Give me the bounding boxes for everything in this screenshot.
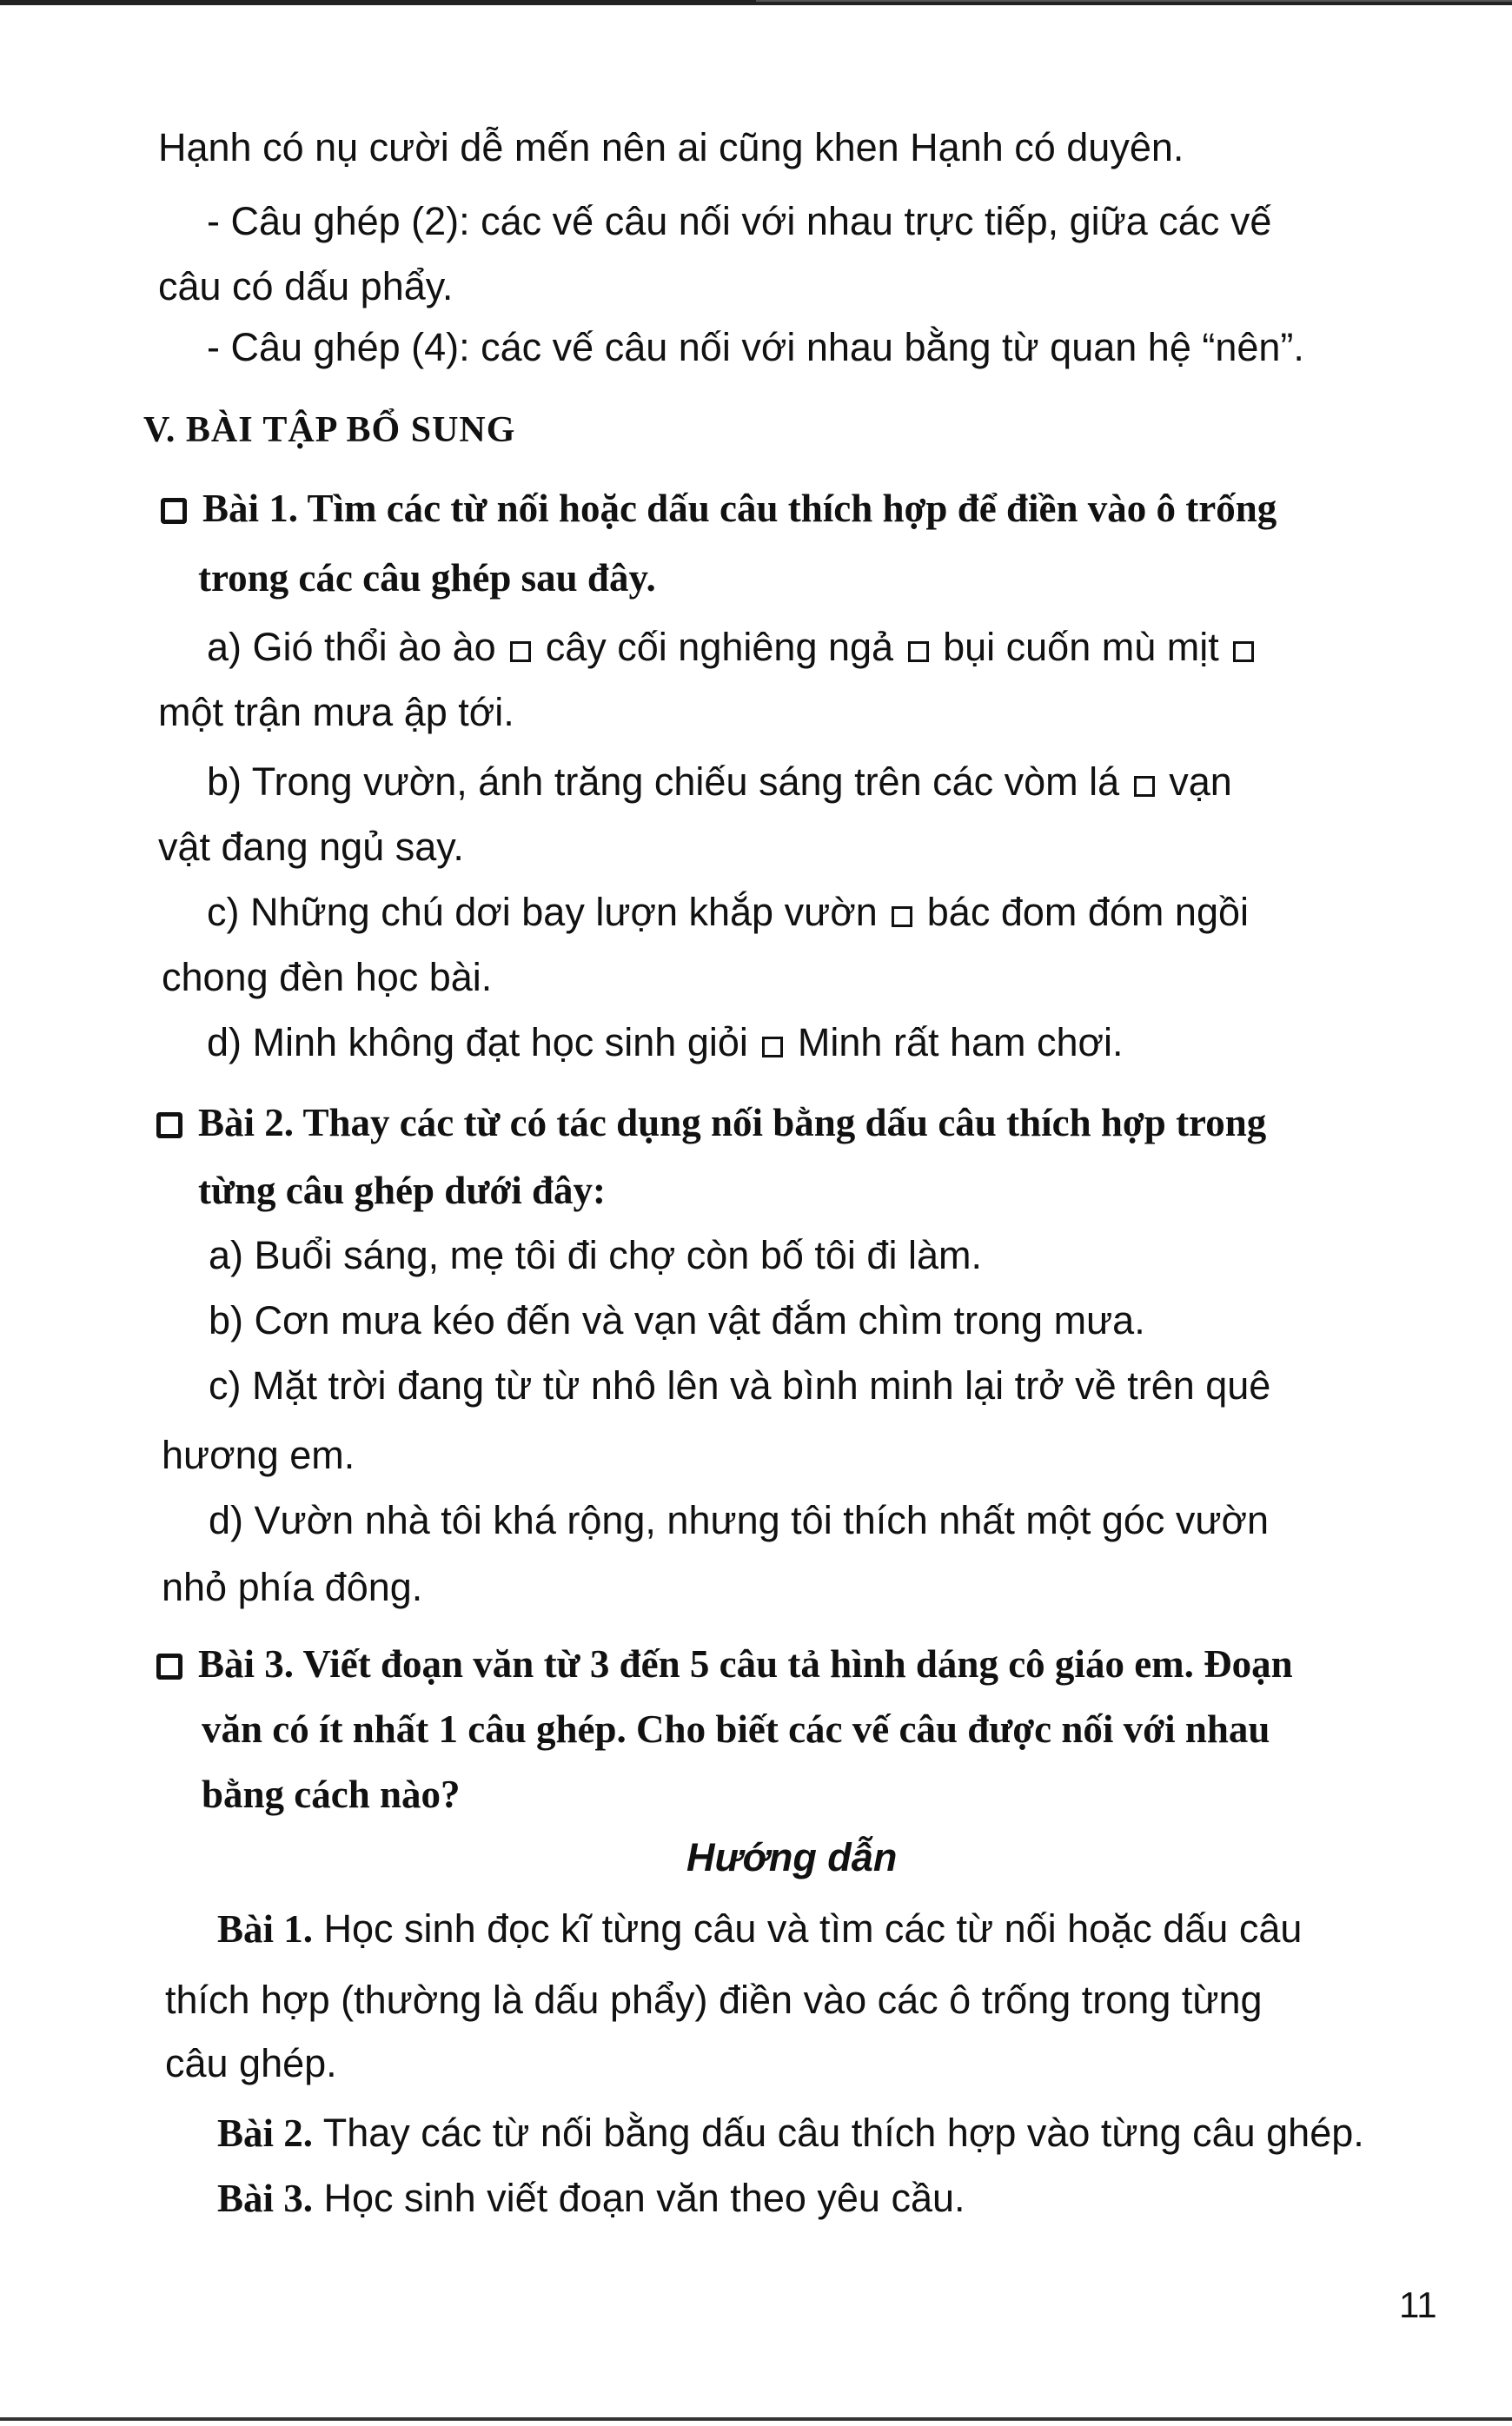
bai1-d-part-1: d) Minh không đạt học sinh giỏi (207, 1020, 748, 1064)
bai2-title-text: Bài 2. Thay các từ có tác dụng nối bằng dấu câu thích hợp trong (198, 1101, 1267, 1144)
bai2-d-line-2: nhỏ phía đông. (162, 1565, 423, 1609)
bai1-c-line-2: chong đèn học bài. (162, 955, 493, 999)
guide-bai2-line (217, 2107, 1364, 2159)
bai3-title-line-1 (156, 1638, 1293, 1690)
blank-box-icon (1134, 776, 1155, 797)
square-bullet-icon (156, 1112, 182, 1138)
guide-heading: Hướng dẫn (686, 1835, 898, 1879)
bottom-border-rule (0, 2417, 1512, 2421)
section-title: V. BÀI TẬP BỔ SUNG (143, 410, 516, 450)
intro-line-2: - Câu ghép (2): các vế câu nối với nhau trực tiếp, giữa các vế (207, 199, 1272, 243)
blank-box-icon (762, 1037, 783, 1057)
bai3-title-line-2: văn có ít nhất 1 câu ghép. Cho biết các vế câu được nối với nhau (202, 1707, 1270, 1751)
bai1-a-part-3: bụi cuốn mù mịt (943, 625, 1219, 669)
guide-bai2-text: Thay các từ nối bằng dấu câu thích hợp vào từng câu ghép. (313, 2111, 1364, 2155)
bai1-b-line-2: vật đang ngủ say. (158, 825, 464, 869)
bai1-c-part-1: c) Những chú dơi bay lượn khắp vườn (207, 890, 878, 934)
blank-box-icon (892, 906, 912, 927)
bai2-title-line-1 (156, 1097, 1266, 1149)
bai2-c-line-2: hương em. (162, 1433, 355, 1477)
bai1-a-line-2: một trận mưa ập tới. (158, 690, 514, 734)
bai1-b-line-1 (207, 756, 1232, 808)
guide-bai2-label: Bài 2. (217, 2111, 314, 2155)
blank-box-icon (510, 641, 531, 662)
bai3-title-text: Bài 3. Viết đoạn văn từ 3 đến 5 câu tả hình dáng cô giáo em. Đoạn (198, 1642, 1293, 1686)
bai2-a: a) Buổi sáng, mẹ tôi đi chợ còn bố tôi đi làm. (209, 1233, 982, 1277)
bai1-d-line (207, 1017, 1124, 1069)
guide-bai3-text: Học sinh viết đoạn văn theo yêu cầu. (313, 2176, 965, 2220)
bai2-title-line-2: từng câu ghép dưới đây: (198, 1169, 607, 1212)
bai2-c-line-1: c) Mặt trời đang từ từ nhô lên và bình minh lại trở về trên quê (209, 1363, 1271, 1408)
square-bullet-icon (156, 1654, 182, 1680)
guide-bai1-line-3: câu ghép. (165, 2041, 337, 2085)
bai1-a-part-1: a) Gió thổi ào ào (207, 625, 496, 669)
bai1-title-line-2: trong các câu ghép sau đây. (198, 556, 656, 600)
bai1-a-line-1 (207, 621, 1257, 673)
bai2-b: b) Cơn mưa kéo đến và vạn vật đắm chìm trong mưa. (209, 1298, 1145, 1342)
guide-bai1-text: Học sinh đọc kĩ từng câu và tìm các từ nối hoặc dấu câu (313, 1906, 1303, 1951)
guide-bai3-line (217, 2172, 965, 2224)
guide-bai1-label: Bài 1. (217, 1907, 314, 1951)
bai3-title-line-3: bằng cách nào? (202, 1773, 461, 1816)
bai1-title-text: Bài 1. Tìm các từ nối hoặc dấu câu thích hợp để điền vào ô trống (202, 487, 1277, 530)
bai1-b-part-2: vạn (1169, 759, 1232, 804)
intro-line-4: - Câu ghép (4): các vế câu nối với nhau bằng từ quan hệ “nên”. (207, 325, 1304, 369)
bai1-c-part-2: bác đom đóm ngồi (926, 890, 1249, 934)
square-bullet-icon (161, 498, 187, 524)
guide-bai1-line-2: thích hợp (thường là dấu phẩy) điền vào các ô trống trong từng (165, 1978, 1263, 2022)
guide-bai3-label: Bài 3. (217, 2177, 314, 2220)
intro-line-1: Hạnh có nụ cười dễ mến nên ai cũng khen Hạnh có duyên. (158, 125, 1184, 169)
guide-bai1-line-1 (217, 1903, 1302, 1955)
bai1-b-part-1: b) Trong vườn, ánh trăng chiếu sáng trên các vòm lá (207, 759, 1120, 804)
bai1-d-part-2: Minh rất ham chơi. (797, 1020, 1124, 1064)
bai1-title-line-1 (161, 482, 1277, 534)
bai1-a-part-2: cây cối nghiêng ngả (545, 625, 894, 669)
bai2-d-line-1: d) Vườn nhà tôi khá rộng, nhưng tôi thích nhất một góc vườn (209, 1498, 1270, 1542)
blank-box-icon (908, 641, 929, 662)
blank-box-icon (1233, 641, 1254, 662)
intro-line-3: câu có dấu phẩy. (158, 264, 454, 308)
bai1-c-line-1 (207, 886, 1249, 938)
top-border-rule-thin (756, 0, 1512, 2)
page-number: 11 (1399, 2284, 1437, 2325)
